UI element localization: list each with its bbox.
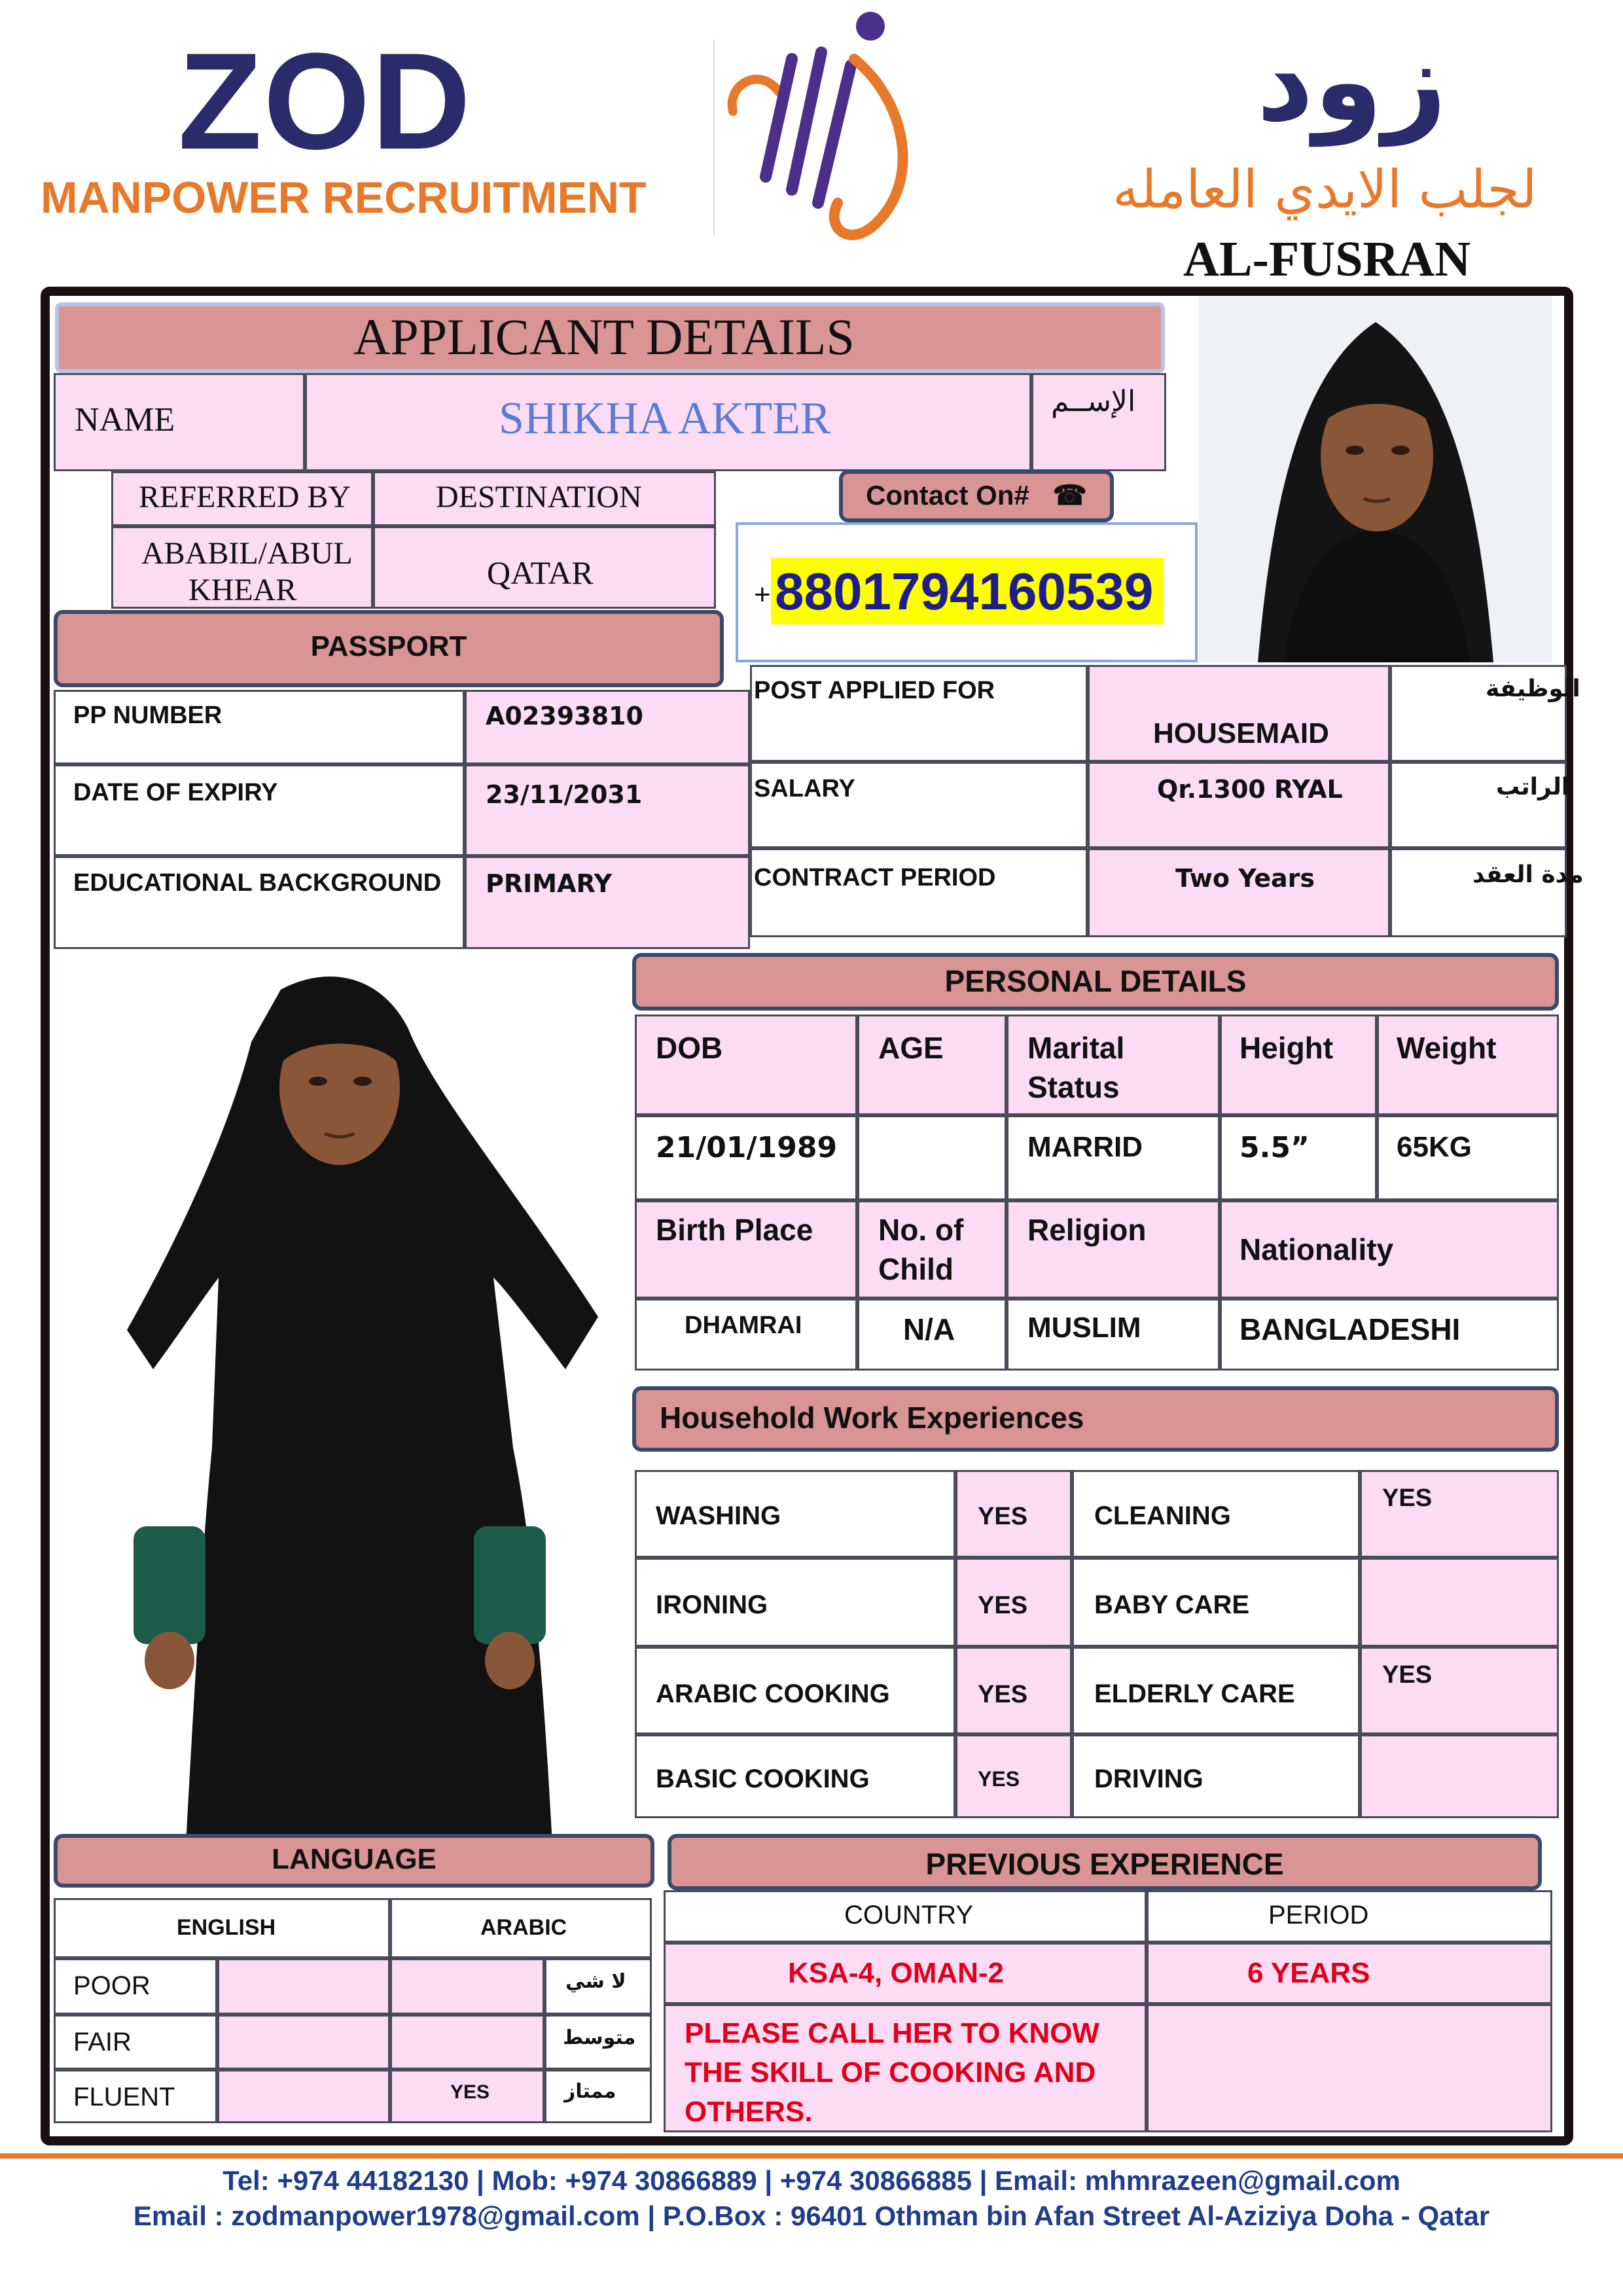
fair-english-cell <box>217 2015 390 2070</box>
footer-contact-line: Tel: +974 44182130 | Mob: +974 30866889 | +974 30866885 | Email: mhmrazeen@gmail.com <box>223 2165 1400 2196</box>
birth-place-value: DHAMRAI <box>685 1312 802 1339</box>
period-value: 6 YEARS <box>1247 1957 1370 1989</box>
period-header: PERIOD <box>1268 1901 1369 1929</box>
arabic-cooking-value: YES <box>978 1681 1028 1708</box>
language-arabic-header: ARABIC <box>480 1915 567 1940</box>
applicant-portrait-photo <box>1199 296 1552 662</box>
brand-emblem <box>713 7 929 255</box>
weight-header: Weight <box>1397 1031 1497 1065</box>
fair-label-ar: متوسط <box>563 2026 636 2049</box>
brand-logo-text: ZOD <box>178 24 473 178</box>
ironing-label: IRONING <box>656 1590 768 1619</box>
salary-label-ar: الراتب <box>1496 774 1570 800</box>
cleaning-value-cell <box>1360 1470 1559 1558</box>
fluent-label-ar: ممتاز <box>564 2080 616 2103</box>
contact-prefix: + <box>754 579 771 611</box>
salary-label: SALARY <box>754 775 855 802</box>
passport-title-bar <box>54 610 724 687</box>
nationality-header: Nationality <box>1240 1232 1394 1266</box>
elderly-care-label: ELDERLY CARE <box>1094 1679 1295 1708</box>
contract-label: CONTRACT PERIOD <box>754 864 996 891</box>
contract-label-cell <box>750 848 1088 937</box>
header-divider <box>713 39 715 236</box>
birth-place-header: Birth Place <box>656 1213 813 1247</box>
post-value: HOUSEMAID <box>1153 717 1329 749</box>
personal-title: PERSONAL DETAILS <box>944 964 1247 998</box>
marital-header-line2: Status <box>1027 1070 1120 1104</box>
footer-address-line: Email : zodmanpower1978@gmail.com | P.O.Box : 96401 Othman bin Afan Street Al-Aziziya Doha - Qatar <box>133 2200 1490 2231</box>
contract-value: Two Years <box>1175 864 1315 893</box>
post-label-ar: الوظيفة <box>1486 675 1580 702</box>
language-english-header: ENGLISH <box>177 1915 276 1940</box>
education-value: PRIMARY <box>486 869 613 898</box>
expiry-value-cell <box>465 764 750 856</box>
fluent-arabic-value: YES <box>450 2081 490 2103</box>
baby-care-label: BABY CARE <box>1094 1590 1250 1619</box>
pp-number-value: A02393810 <box>486 702 643 730</box>
poor-arabic-cell <box>390 1958 544 2015</box>
height-header: Height <box>1240 1031 1334 1065</box>
pp-number-label: PP NUMBER <box>73 702 223 729</box>
children-header-line1: No. of <box>878 1213 964 1247</box>
experience-note-line1: PLEASE CALL HER TO KNOW <box>685 2017 1099 2049</box>
destination-label: DESTINATION <box>436 480 642 514</box>
experience-note-right-cell <box>1147 2004 1552 2132</box>
post-label: POST APPLIED FOR <box>754 677 995 704</box>
experience-note-line2: THE SKILL OF COOKING AND <box>685 2056 1096 2089</box>
name-label: NAME <box>75 401 175 439</box>
passport-title: PASSPORT <box>310 630 467 662</box>
arabic-subtitle: لجلب الايدي العامله <box>1113 159 1537 220</box>
fair-label: FAIR <box>73 2028 132 2056</box>
basic-cooking-value: YES <box>978 1767 1020 1791</box>
poor-label-ar: لا شي <box>565 1970 626 1993</box>
contract-label-ar: مدة العقد <box>1472 861 1584 888</box>
washing-label: WASHING <box>656 1501 781 1530</box>
fluent-english-cell <box>217 2070 390 2123</box>
experience-title-bar <box>668 1834 1542 1890</box>
fair-arabic-cell <box>390 2015 544 2070</box>
contact-label: Contact On# <box>866 480 1029 511</box>
name-label-ar: الإســم <box>1051 385 1136 418</box>
referred-label: REFERRED BY <box>139 480 351 514</box>
poor-english-cell <box>217 1958 390 2015</box>
language-title: LANGUAGE <box>272 1843 437 1875</box>
personal-title-bar <box>632 953 1559 1011</box>
elderly-care-value-cell <box>1360 1647 1559 1734</box>
dob-value: 21/01/1989 <box>656 1131 838 1164</box>
washing-value: YES <box>978 1503 1028 1530</box>
contact-number[interactable]: 8801794160539 <box>775 562 1154 620</box>
contact-label-box <box>839 470 1114 522</box>
dob-header: DOB <box>656 1031 723 1065</box>
weight-value: 65KG <box>1397 1131 1472 1163</box>
poor-label: POOR <box>73 1971 151 2000</box>
arabic-cooking-label: ARABIC COOKING <box>656 1679 890 1708</box>
basic-cooking-label: BASIC COOKING <box>656 1765 870 1793</box>
age-header: AGE <box>878 1031 944 1065</box>
marital-value: MARRID <box>1027 1131 1143 1163</box>
children-value: N/A <box>903 1312 955 1346</box>
experience-note-line3: OTHERS. <box>685 2096 813 2128</box>
expiry-value: 23/11/2031 <box>486 780 643 809</box>
nationality-value: BANGLADESHI <box>1240 1312 1461 1346</box>
driving-value-cell <box>1360 1734 1559 1818</box>
religion-header: Religion <box>1027 1213 1147 1247</box>
applicant-title: APPLICANT DETAILS <box>353 308 855 365</box>
expiry-label-cell <box>54 764 465 856</box>
driving-label: DRIVING <box>1094 1765 1204 1793</box>
footer-rule <box>0 2153 1623 2159</box>
applicant-full-body-photo <box>55 950 631 1844</box>
age-value-cell <box>857 1115 1007 1200</box>
cleaning-label: CLEANING <box>1094 1501 1231 1530</box>
baby-care-value-cell <box>1360 1558 1559 1647</box>
phone-icon: ☎ <box>1052 480 1087 511</box>
brand-subtitle: MANPOWER RECRUITMENT <box>41 173 647 223</box>
cleaning-value: YES <box>1382 1484 1433 1512</box>
experience-title: PREVIOUS EXPERIENCE <box>925 1847 1284 1881</box>
country-value: KSA-4, OMAN-2 <box>788 1957 1005 1989</box>
language-title-bar <box>54 1834 654 1888</box>
household-title: Household Work Experiences <box>660 1401 1084 1435</box>
salary-value: Qr.1300 RYAL <box>1157 775 1343 804</box>
branch-name: AL-FUSRAN <box>1183 232 1471 287</box>
children-header-line2: Child <box>878 1252 954 1286</box>
referred-value-line1: ABABIL/ABUL <box>141 536 353 571</box>
height-value: 5.5” <box>1240 1131 1310 1164</box>
referred-value-line2: KHEAR <box>188 573 297 607</box>
religion-value: MUSLIM <box>1027 1312 1141 1344</box>
contract-value-cell <box>1088 848 1390 937</box>
expiry-label: DATE OF EXPIRY <box>73 779 278 806</box>
marital-header-line1: Marital <box>1027 1031 1125 1065</box>
household-title-bar <box>632 1386 1559 1452</box>
applicant-name: SHIKHA AKTER <box>499 393 831 444</box>
destination-value: QATAR <box>487 554 594 591</box>
country-header: COUNTRY <box>844 1901 974 1929</box>
education-label: EDUCATIONAL BACKGROUND <box>73 869 442 897</box>
fluent-label: FLUENT <box>73 2083 175 2111</box>
elderly-care-value: YES <box>1382 1661 1433 1689</box>
ironing-value: YES <box>978 1592 1028 1619</box>
arabic-brand: زود <box>1257 17 1447 147</box>
